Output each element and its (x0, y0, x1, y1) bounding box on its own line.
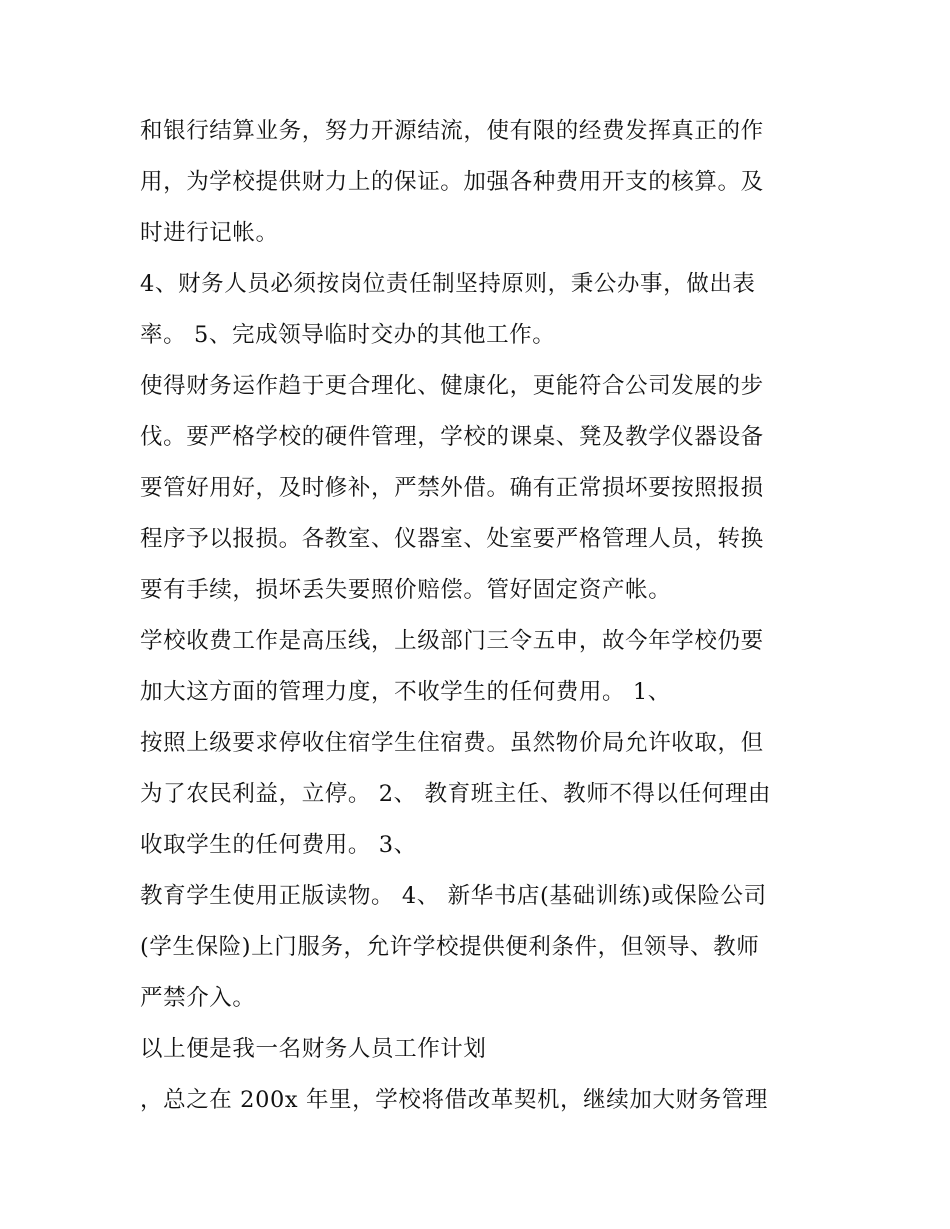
text-line: 要有手续，损坏丢失要照价赔偿。管好固定资产帐。 (140, 577, 672, 603)
document-body (140, 106, 820, 1126)
text-line: 为了农民利益，立停。 2、 教育班主任、教师不得以任何理由 (140, 781, 772, 807)
text-line: 学校收费工作是高压线，上级部门三令五申，故今年学校仍要 (140, 628, 764, 654)
text-line: 伐。要严格学校的硬件管理，学校的课桌、凳及教学仪器设备 (140, 424, 764, 450)
text-line: 率。 5、完成领导临时交办的其他工作。 (140, 322, 556, 348)
text-line: 要管好用好，及时修补，严禁外借。确有正常损坏要按照报损 (140, 475, 764, 501)
text-line: 收取学生的任何费用。 3、 (140, 832, 417, 858)
text-line: 程序予以报损。各教室、仪器室、处室要严格管理人员，转换 (140, 526, 764, 552)
text-line: ，总之在 200x 年里，学校将借改革契机，继续加大财务管理 (140, 1087, 768, 1113)
text-line: 使得财务运作趋于更合理化、健康化，更能符合公司发展的步 (140, 373, 764, 399)
text-line: 和银行结算业务，努力开源结流，使有限的经费发挥真正的作 (140, 118, 764, 144)
text-line: 时进行记帐。 (140, 220, 279, 246)
text-line: 加大这方面的管理力度，不收学生的任何费用。 1、 (140, 679, 671, 705)
text-line: 按照上级要求停收住宿学生住宿费。虽然物价局允许收取，但 (140, 730, 764, 756)
text-line: 严禁介入。 (140, 985, 256, 1011)
text-line: 以上便是我一名财务人员工作计划 (140, 1036, 487, 1062)
text-line: 教育学生使用正版读物。 4、 新华书店(基础训练)或保险公司 (140, 883, 767, 909)
text-line: (学生保险)上门服务，允许学校提供便利条件，但领导、教师 (140, 934, 760, 960)
text-line: 4、财务人员必须按岗位责任制坚持原则，秉公办事，做出表 (140, 271, 756, 297)
text-line: 用，为学校提供财力上的保证。加强各种费用开支的核算。及 (140, 169, 764, 195)
